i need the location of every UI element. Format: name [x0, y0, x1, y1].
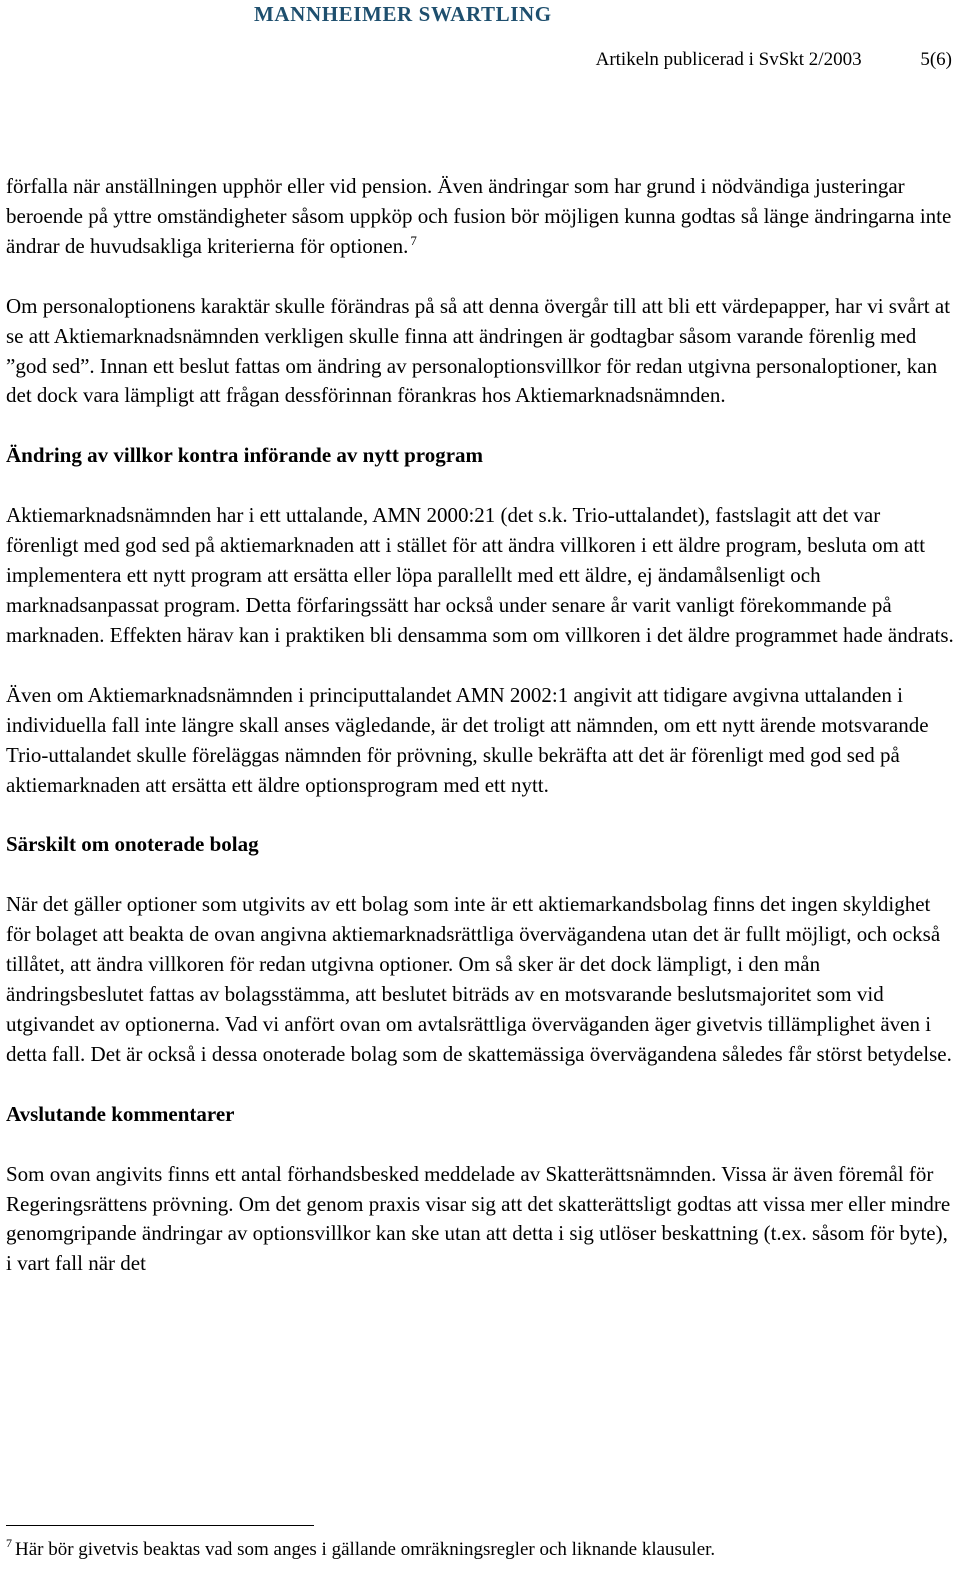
paragraph: När det gäller optioner som utgivits av ett bolag som inte är ett aktiemarkandsbolag finns det ingen skyldighet för bolaget att beakta de ovan angivna aktiemarknadsrättliga övervägandena utan det är fullt möjligt, och också tillåtet, att ändra villkoren för redan utgivna optioner. Om så sker är det dock lämpligt, i den mån ändringsbeslutet fattas av bolagsstämma, att beslutet biträds av en motsvarande beslutsmajoritet som vid utgivandet av optionerna. Vad vi anfört ovan om avtalsrättliga överväganden äger givetvis tillämplighet även i detta fall. Det är också i dessa onoterade bolag som de skattemässiga övervägandena således får störst betydelse.: [6, 892, 952, 1066]
paragraph-text: förfalla när anställningen upphör eller vid pension. Även ändringar som har grund i nödvändiga justeringar beroende på yttre omständigheter såsom uppköp och fusion bör möjligen kunna godtas så länge ändringarna inte ändrar de huvudsakliga kriterierna för optionen.: [6, 174, 952, 258]
page-number: 5(6): [920, 49, 952, 70]
footnote-separator: [6, 1525, 314, 1526]
page-header: [596, 49, 952, 71]
footnote-reference: 7: [410, 232, 417, 248]
section-heading: Särskilt om onoterade bolag: [6, 832, 259, 857]
paragraph: [6, 172, 954, 262]
footnote-number: 7: [6, 1536, 12, 1550]
paragraph: Som ovan angivits finns ett antal förhandsbesked meddelade av Skatterättsnämnden. Vissa är även föremål för Regeringsrättens prövning. Om det genom praxis visar sig att det skatterättsligt godtas att vissa mer eller mindre genomgripande ändringar av optionsvillkor kan ske utan att detta i sig utlöser beskattning (t.ex. såsom för byte), i vart fall när det: [6, 1161, 951, 1276]
footnote: [6, 1538, 715, 1562]
footnote-text: Här bör givetvis beaktas vad som anges i gällande omräkningsregler och liknande klausuler.: [15, 1539, 716, 1560]
article-body: [6, 172, 954, 1309]
paragraph: Även om Aktiemarknadsnämnden i principuttalandet AMN 2002:1 angivit att tidigare avgivna uttalanden i individuella fall inte längre skall anses vägledande, är det troligt att nämnden, om ett nytt ärende motsvarande Trio-uttalandet skulle föreläggas nämnden för prövning, skulle bekräfta att det är förenligt med god sed på aktiemarknaden att ersätta ett äldre optionsprogram med ett nytt.: [6, 682, 929, 797]
section-heading: Avslutande kommentarer: [6, 1101, 235, 1126]
section-heading: Ändring av villkor kontra införande av nytt program: [6, 443, 484, 468]
publication-note: Artikeln publicerad i SvSkt 2/2003: [595, 49, 862, 70]
paragraph: Aktiemarknadsnämnden har i ett uttalande, AMN 2000:21 (det s.k. Trio-uttalandet), fastslagit att det var förenligt med god sed på aktiemarknaden att i stället för att ändra villkoren i ett äldre program, besluta om att implementera ett nytt program att ersätta eller löpa parallellt med ett äldre, ej ändamålsenligt och marknadsanpassat program. Detta förfaringssätt har också under senare år varit vanligt förekommande på marknaden. Effekten härav kan i praktiken bli densamma som om villkoren i det äldre programmet hade ändrats.: [6, 503, 954, 647]
company-logo: MANNHEIMER SWARTLING: [254, 2, 552, 26]
paragraph: Om personaloptionens karaktär skulle förändras på så att denna övergår till att bli ett värdepapper, har vi svårt at se att Aktiemarknadsnämnden verkligen skulle finna att ändringen är godtagbar såsom varande förenlig med ”god sed”. Innan ett beslut fattas om ändring av personaloptionsvillkor för redan utgivna personaloptioner, kan det dock vara lämpligt att frågan dessförinnan förankras hos Aktiemarknadsnämnden.: [6, 293, 951, 408]
